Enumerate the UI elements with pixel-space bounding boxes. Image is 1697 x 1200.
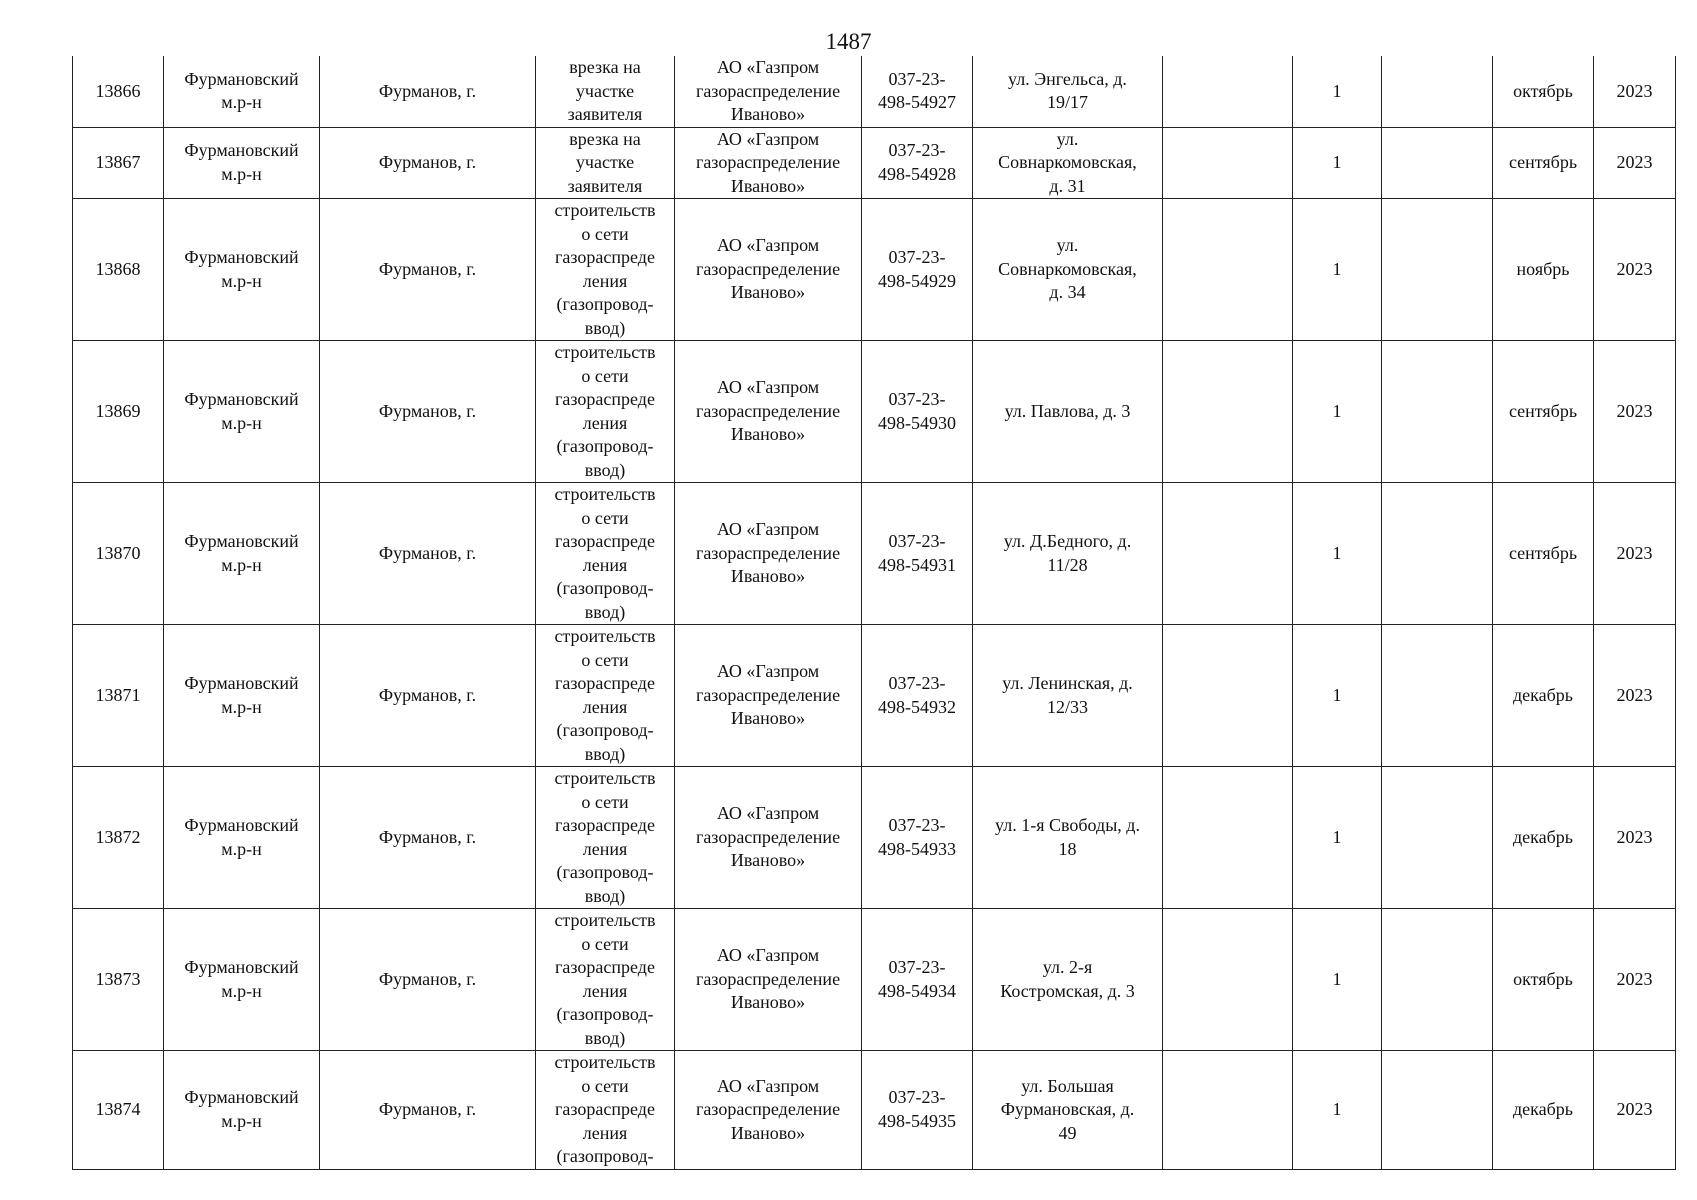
page-number: 1487 [825, 29, 872, 54]
address-cell: ул. 1-я Свободы, д. 18 [973, 767, 1163, 909]
count-cell: 1 [1293, 341, 1382, 483]
application-code-cell: 037-23- 498-54933 [862, 767, 973, 909]
table-row [73, 625, 1676, 767]
address-cell: ул. 2-я Костромская, д. 3 [973, 909, 1163, 1051]
year-cell: 2023 [1594, 1051, 1676, 1170]
row-id-cell: 13867 [73, 127, 164, 199]
city-cell: Фурманов, г. [320, 1051, 536, 1170]
application-code-cell: 037-23- 498-54928 [862, 127, 973, 199]
address-cell: ул. Совнаркомовская, д. 31 [973, 127, 1163, 199]
application-code-cell: 037-23- 498-54934 [862, 909, 973, 1051]
organization-cell: АО «Газпром газораспределение Иваново» [675, 341, 862, 483]
row-id-cell: 13872 [73, 767, 164, 909]
work-type-cell: строительств о сети газораспреде ления (газопровод- ввод) [536, 483, 675, 625]
row-id-cell: 13873 [73, 909, 164, 1051]
application-code-cell: 037-23- 498-54927 [862, 56, 973, 127]
organization-cell: АО «Газпром газораспределение Иваново» [675, 1051, 862, 1170]
month-cell: сентябрь [1493, 483, 1594, 625]
address-cell: ул. Совнаркомовская, д. 34 [973, 199, 1163, 341]
district-cell: Фурмановский м.р-н [164, 483, 320, 625]
count-cell: 1 [1293, 199, 1382, 341]
district-cell: Фурмановский м.р-н [164, 625, 320, 767]
empty-cell-1 [1163, 1051, 1293, 1170]
row-id-cell: 13870 [73, 483, 164, 625]
count-cell: 1 [1293, 1051, 1382, 1170]
count-cell: 1 [1293, 625, 1382, 767]
empty-cell-2 [1382, 56, 1493, 127]
application-code-cell: 037-23- 498-54931 [862, 483, 973, 625]
empty-cell-2 [1382, 483, 1493, 625]
organization-cell: АО «Газпром газораспределение Иваново» [675, 909, 862, 1051]
city-cell: Фурманов, г. [320, 341, 536, 483]
district-cell: Фурмановский м.р-н [164, 56, 320, 127]
count-cell: 1 [1293, 483, 1382, 625]
count-cell: 1 [1293, 767, 1382, 909]
year-cell: 2023 [1594, 767, 1676, 909]
work-type-cell: строительств о сети газораспреде ления (газопровод- ввод) [536, 767, 675, 909]
address-cell: ул. Павлова, д. 3 [973, 341, 1163, 483]
gasification-schedule-table [72, 56, 1676, 1170]
month-cell: ноябрь [1493, 199, 1594, 341]
row-id-cell: 13866 [73, 56, 164, 127]
table-row [73, 127, 1676, 199]
year-cell: 2023 [1594, 127, 1676, 199]
year-cell: 2023 [1594, 909, 1676, 1051]
application-code-cell: 037-23- 498-54935 [862, 1051, 973, 1170]
city-cell: Фурманов, г. [320, 199, 536, 341]
work-type-cell: строительств о сети газораспреде ления (газопровод- [536, 1051, 675, 1170]
address-cell: ул. Ленинская, д. 12/33 [973, 625, 1163, 767]
count-cell: 1 [1293, 56, 1382, 127]
empty-cell-2 [1382, 199, 1493, 341]
work-type-cell: строительств о сети газораспреде ления (газопровод- ввод) [536, 625, 675, 767]
empty-cell-2 [1382, 1051, 1493, 1170]
year-cell: 2023 [1594, 483, 1676, 625]
organization-cell: АО «Газпром газораспределение Иваново» [675, 767, 862, 909]
month-cell: сентябрь [1493, 341, 1594, 483]
district-cell: Фурмановский м.р-н [164, 199, 320, 341]
empty-cell-1 [1163, 625, 1293, 767]
city-cell: Фурманов, г. [320, 127, 536, 199]
empty-cell-2 [1382, 625, 1493, 767]
year-cell: 2023 [1594, 625, 1676, 767]
empty-cell-1 [1163, 909, 1293, 1051]
row-id-cell: 13871 [73, 625, 164, 767]
year-cell: 2023 [1594, 341, 1676, 483]
count-cell: 1 [1293, 127, 1382, 199]
work-type-cell: врезка на участке заявителя [536, 127, 675, 199]
table-body [73, 56, 1676, 1169]
address-cell: ул. Энгельса, д. 19/17 [973, 56, 1163, 127]
table-row [73, 483, 1676, 625]
table-row [73, 199, 1676, 341]
empty-cell-2 [1382, 127, 1493, 199]
work-type-cell: строительств о сети газораспреде ления (газопровод- ввод) [536, 909, 675, 1051]
city-cell: Фурманов, г. [320, 625, 536, 767]
table-row [73, 56, 1676, 127]
address-cell: ул. Д.Бедного, д. 11/28 [973, 483, 1163, 625]
application-code-cell: 037-23- 498-54930 [862, 341, 973, 483]
district-cell: Фурмановский м.р-н [164, 767, 320, 909]
district-cell: Фурмановский м.р-н [164, 909, 320, 1051]
month-cell: декабрь [1493, 625, 1594, 767]
empty-cell-2 [1382, 909, 1493, 1051]
year-cell: 2023 [1594, 56, 1676, 127]
table-row [73, 767, 1676, 909]
empty-cell-2 [1382, 767, 1493, 909]
work-type-cell: врезка на участке заявителя [536, 56, 675, 127]
empty-cell-1 [1163, 56, 1293, 127]
city-cell: Фурманов, г. [320, 56, 536, 127]
district-cell: Фурмановский м.р-н [164, 341, 320, 483]
row-id-cell: 13868 [73, 199, 164, 341]
organization-cell: АО «Газпром газораспределение Иваново» [675, 483, 862, 625]
empty-cell-1 [1163, 341, 1293, 483]
city-cell: Фурманов, г. [320, 767, 536, 909]
organization-cell: АО «Газпром газораспределение Иваново» [675, 127, 862, 199]
month-cell: октябрь [1493, 909, 1594, 1051]
empty-cell-1 [1163, 199, 1293, 341]
month-cell: декабрь [1493, 767, 1594, 909]
row-id-cell: 13874 [73, 1051, 164, 1170]
year-cell: 2023 [1594, 199, 1676, 341]
empty-cell-2 [1382, 341, 1493, 483]
count-cell: 1 [1293, 909, 1382, 1051]
organization-cell: АО «Газпром газораспределение Иваново» [675, 625, 862, 767]
empty-cell-1 [1163, 127, 1293, 199]
month-cell: декабрь [1493, 1051, 1594, 1170]
address-cell: ул. Большая Фурмановская, д. 49 [973, 1051, 1163, 1170]
district-cell: Фурмановский м.р-н [164, 1051, 320, 1170]
work-type-cell: строительств о сети газораспреде ления (газопровод- ввод) [536, 199, 675, 341]
table-row [73, 909, 1676, 1051]
month-cell: сентябрь [1493, 127, 1594, 199]
empty-cell-1 [1163, 483, 1293, 625]
row-id-cell: 13869 [73, 341, 164, 483]
city-cell: Фурманов, г. [320, 909, 536, 1051]
work-type-cell: строительств о сети газораспреде ления (газопровод- ввод) [536, 341, 675, 483]
organization-cell: АО «Газпром газораспределение Иваново» [675, 199, 862, 341]
district-cell: Фурмановский м.р-н [164, 127, 320, 199]
application-code-cell: 037-23- 498-54929 [862, 199, 973, 341]
city-cell: Фурманов, г. [320, 483, 536, 625]
table-row [73, 341, 1676, 483]
table-row [73, 1051, 1676, 1170]
organization-cell: АО «Газпром газораспределение Иваново» [675, 56, 862, 127]
empty-cell-1 [1163, 767, 1293, 909]
month-cell: октябрь [1493, 56, 1594, 127]
application-code-cell: 037-23- 498-54932 [862, 625, 973, 767]
